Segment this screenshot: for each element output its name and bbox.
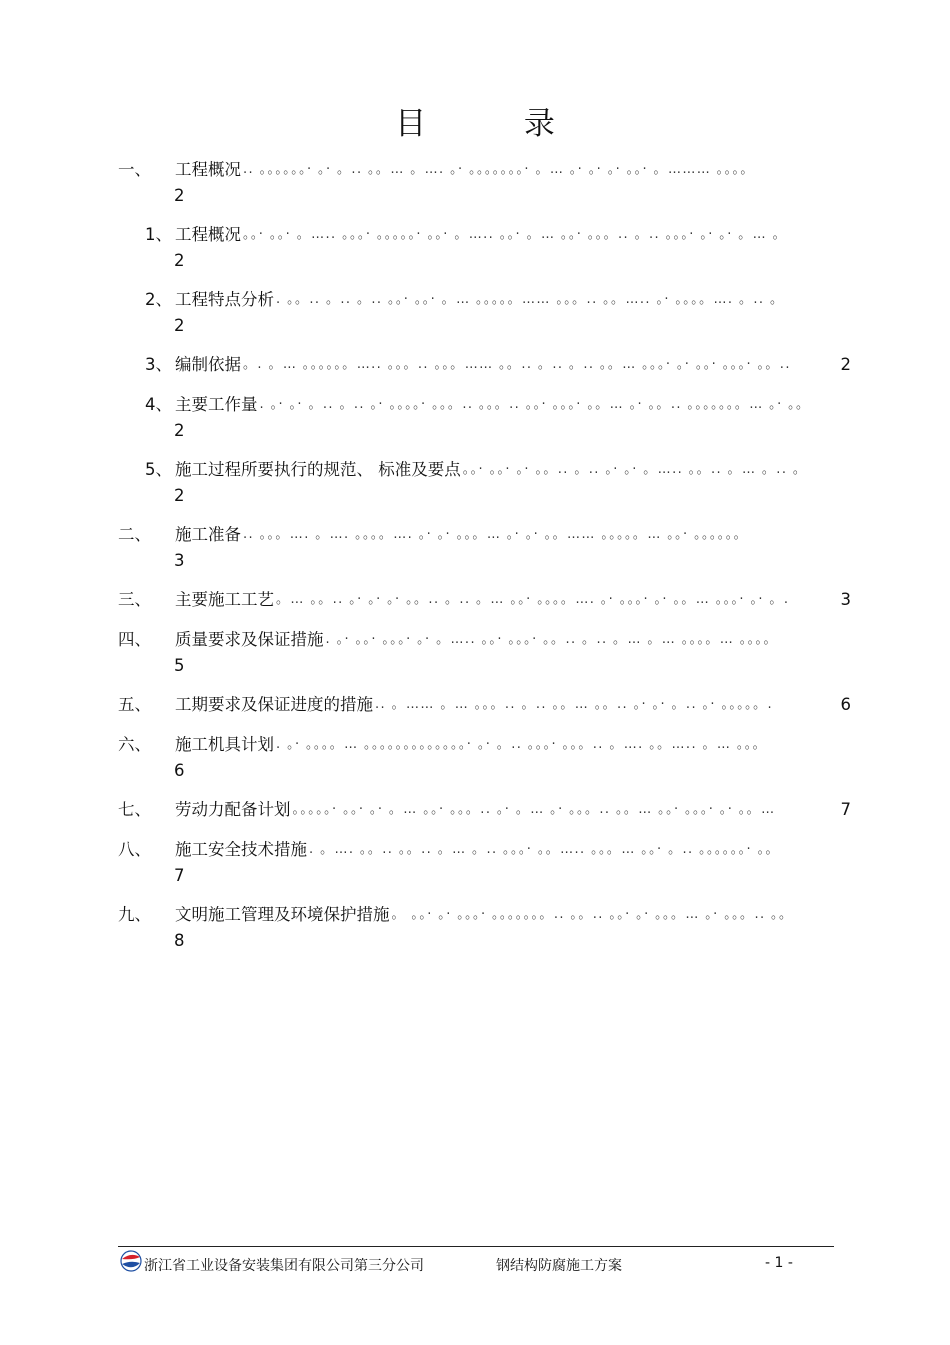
toc-entry-label[interactable]: 施工过程所要执行的规范、 标准及要点 bbox=[175, 460, 461, 479]
toc-dot-leader: 。. 。… 。。。。。。….. 。。。.. 。。。…… 。。.. 。.. 。.. 。。… 。。。· 。· 。。· 。。。· 。。.. bbox=[243, 357, 791, 372]
toc-dot-leader: .. 。…… 。… 。。。.. 。.. 。。… 。。.. 。· 。· 。.. 。· 。。。。。. bbox=[375, 697, 774, 712]
toc-entry-label[interactable]: 施工机具计划 bbox=[175, 735, 274, 754]
footer-company: 浙江省工业设备安装集团有限公司第三分公司 bbox=[144, 1258, 424, 1274]
toc-entry-line bbox=[175, 392, 850, 418]
toc-entry-number: 2、 bbox=[145, 290, 172, 309]
toc-page-number: 7 bbox=[840, 800, 851, 819]
toc-entry-label[interactable]: 主要施工工艺 bbox=[175, 590, 274, 609]
toc-page-number: 2 bbox=[174, 421, 185, 440]
toc-entry-number: 六、 bbox=[118, 735, 151, 754]
toc-entry-line bbox=[175, 522, 850, 548]
toc-page-number: 2 bbox=[174, 251, 185, 270]
toc-page-number: 2 bbox=[174, 186, 185, 205]
toc-dot-leader: 。。· 。。· 。· 。。.. 。.. 。· 。· 。….. 。。.. 。… 。.. 。 bbox=[462, 462, 808, 477]
toc-dot-leader: .. 。。。。。。· 。· 。.. 。。… 。…. 。· 。。。。。。。· 。… 。· 。· 。· 。。· 。……… 。。。。 bbox=[243, 162, 755, 177]
toc-entry-label[interactable]: 质量要求及保证措施 bbox=[175, 630, 324, 649]
toc-dot-leader: 。。· 。。· 。….. 。。。· 。。。。。· 。。· 。….. 。。· 。… 。。· 。。。.. 。.. 。。。· 。· 。· 。… 。 bbox=[243, 227, 787, 242]
toc-entry-line bbox=[175, 837, 850, 863]
toc-page-number: 7 bbox=[174, 866, 185, 885]
toc-entry-label[interactable]: 工程特点分析 bbox=[175, 290, 274, 309]
toc-entry-number: 三、 bbox=[118, 590, 151, 609]
toc-entry-number: 七、 bbox=[118, 800, 151, 819]
toc-dot-leader: . 。· 。· 。.. 。.. 。· 。。。。· 。。。.. 。。。.. 。。· 。。。· 。。… 。· 。。.. 。。。。。。。… 。· 。。 bbox=[259, 397, 811, 412]
toc-dot-leader: . 。· 。。。。… 。。。。。。。。。。。。。· 。· 。.. 。。。· 。。。.. 。…. 。。….. 。… 。。。 bbox=[276, 737, 768, 752]
company-logo-icon bbox=[120, 1250, 142, 1272]
toc-entry-line bbox=[175, 902, 850, 928]
toc-entry-label[interactable]: 施工准备 bbox=[175, 525, 241, 544]
toc-entry-label[interactable]: 工程概况 bbox=[175, 225, 241, 244]
toc-entry-label[interactable]: 编制依据 bbox=[175, 355, 241, 374]
toc-entry-number: 1、 bbox=[145, 225, 172, 244]
toc-entry-line bbox=[175, 797, 850, 823]
toc-dot-leader: . 。· 。。· 。。。· 。· 。….. 。。· 。。。· 。。.. 。.. 。… 。… 。。。。… 。。。。 bbox=[325, 632, 778, 647]
toc-page-number: 3 bbox=[840, 590, 851, 609]
toc-entry-number: 3、 bbox=[145, 355, 172, 374]
toc-entry-line bbox=[175, 287, 850, 313]
toc-entry-line bbox=[175, 627, 850, 653]
footer-divider bbox=[118, 1246, 834, 1247]
toc-entry-line bbox=[175, 352, 850, 378]
toc-entry-line bbox=[175, 692, 850, 718]
toc-entry-label[interactable]: 施工安全技术措施 bbox=[175, 840, 307, 859]
toc-entry-number: 4、 bbox=[145, 395, 172, 414]
footer-page-number: - 1 - bbox=[765, 1255, 793, 1271]
toc-entry-label[interactable]: 文明施工管理及环境保护措施 bbox=[175, 905, 390, 924]
toc-page-number: 8 bbox=[174, 931, 185, 950]
toc-entry-number: 一、 bbox=[118, 160, 151, 179]
toc-dot-leader: . 。。.. 。.. 。.. 。。· 。。· 。… 。。。。。…… 。。。.. 。。….. 。· 。。。。…. 。.. 。 bbox=[276, 292, 785, 307]
toc-entry-number: 四、 bbox=[118, 630, 151, 649]
toc-page-number: 2 bbox=[174, 316, 185, 335]
toc-page-number: 2 bbox=[174, 486, 185, 505]
toc-dot-leader: 。。。。。· 。。· 。· 。… 。。· 。。。.. 。· 。… 。· 。。。.. 。。… 。。· 。。。· 。· 。。… bbox=[292, 802, 776, 817]
toc-entry-label[interactable]: 劳动力配备计划 bbox=[175, 800, 291, 819]
toc-entry-label[interactable]: 主要工作量 bbox=[175, 395, 258, 414]
toc-dot-leader: .. 。。。…. 。…. 。。。。…. 。· 。· 。。。… 。· 。· 。。…… 。。。。。… 。。· 。。。。。。 bbox=[243, 527, 749, 542]
toc-dot-leader: 。 。。· 。· 。。。· 。。。。。。。.. 。。.. 。。· 。· 。。。… 。· 。。。.. 。。 bbox=[391, 907, 794, 922]
toc-entry-line bbox=[175, 457, 850, 483]
page-title: 目 录 bbox=[395, 106, 599, 142]
toc-entry-line bbox=[175, 732, 850, 758]
toc-entry-line bbox=[175, 157, 850, 183]
toc-page-number: 2 bbox=[840, 355, 851, 374]
toc-dot-leader: 。… 。。.. 。· 。· 。· 。。.. 。.. 。… 。。· 。。。。…. 。· 。。。· 。· 。。… 。。。· 。· 。. bbox=[276, 592, 790, 607]
toc-entry-line bbox=[175, 587, 850, 613]
toc-page-number: 6 bbox=[174, 761, 185, 780]
toc-entry-label[interactable]: 工期要求及保证进度的措施 bbox=[175, 695, 373, 714]
footer-doc-title: 钢结构防腐施工方案 bbox=[496, 1258, 622, 1274]
toc-entry-number: 5、 bbox=[145, 460, 172, 479]
toc-entry-number: 八、 bbox=[118, 840, 151, 859]
toc-entry-number: 五、 bbox=[118, 695, 151, 714]
toc-page-number: 5 bbox=[174, 656, 185, 675]
toc-entry-number: 二、 bbox=[118, 525, 151, 544]
toc-page-number: 3 bbox=[174, 551, 185, 570]
toc-dot-leader: . 。…. 。。.. 。。.. 。… 。.. 。。。· 。。….. 。。。… 。。· 。.. 。。。。。。· 。。 bbox=[309, 842, 780, 857]
toc-page-number: 6 bbox=[840, 695, 851, 714]
toc-entry-label[interactable]: 工程概况 bbox=[175, 160, 241, 179]
toc-entry-number: 九、 bbox=[118, 905, 151, 924]
toc-entry-line bbox=[175, 222, 850, 248]
